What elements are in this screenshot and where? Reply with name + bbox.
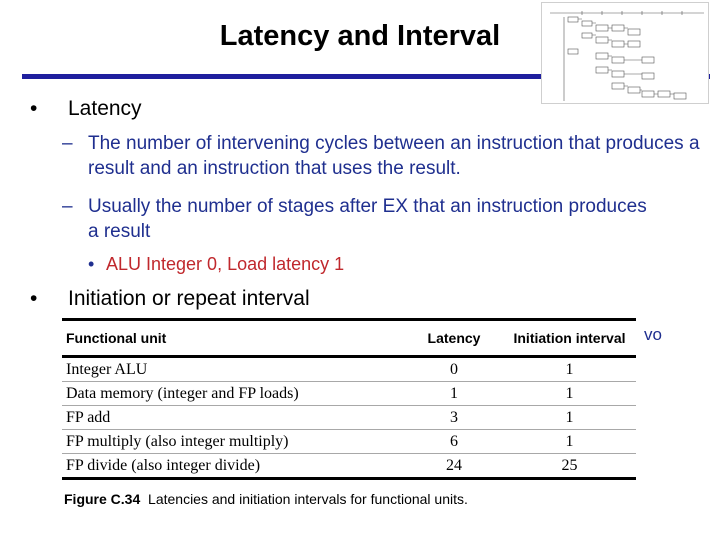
table-cell: 1 [503,382,636,406]
subitem-latency-definition [62,131,702,181]
bullet-dot-icon: • [30,97,38,120]
table-cell: 0 [405,357,503,382]
table-header-row [62,320,636,357]
table-cell: Integer ALU [62,357,405,382]
latency-table-figure [62,318,636,480]
subsubitem-latency-example-text: ALU Integer 0, Load latency 1 [106,254,345,274]
subitem-latency-stages-text: Usually the number of stages after EX that an instruction produces a result [88,196,647,242]
table-cell: 24 [405,454,503,479]
latency-table [62,318,636,480]
table-row [62,382,636,406]
subitem-latency-stages [62,194,662,244]
table-row [62,406,636,430]
bullet-trailing-text: vo [644,325,662,344]
table-cell: 6 [405,430,503,454]
slide-title: Latency and Interval [219,20,501,52]
table-cell: 25 [503,454,636,479]
subitem-latency-definition-text: The number of intervening cycles between an instruction that produces a result and an instruction that uses the result. [88,133,700,179]
figure-caption-text: Latencies and initiation intervals for functional units. [148,491,468,507]
figure-caption [64,491,468,507]
pipeline-diagram-thumbnail [541,2,709,104]
pipeline-diagram-icon [542,3,708,103]
bullet-initiation-interval-text: Initiation or repeat interval [68,287,310,310]
table-cell: 1 [503,430,636,454]
table-row [62,454,636,479]
bullet-dot-icon: • [88,254,95,274]
table-cell: FP multiply (also integer multiply) [62,430,405,454]
table-cell: 1 [503,406,636,430]
table-cell: FP divide (also integer divide) [62,454,405,479]
figure-caption-label: Figure C.34 [64,491,141,507]
dash-icon: – [62,133,73,154]
table-row [62,430,636,454]
table-cell: Data memory (integer and FP loads) [62,382,405,406]
table-cell: FP add [62,406,405,430]
header-latency: Latency [405,320,503,357]
table-row [62,357,636,382]
bullet-latency-text: Latency [68,97,142,120]
header-functional-unit: Functional unit [62,320,405,357]
bullet-dot-icon: • [30,287,38,310]
dash-icon: – [62,196,73,217]
table-cell: 3 [405,406,503,430]
header-initiation-interval: Initiation interval [503,320,636,357]
table-cell: 1 [503,357,636,382]
table-cell: 1 [405,382,503,406]
